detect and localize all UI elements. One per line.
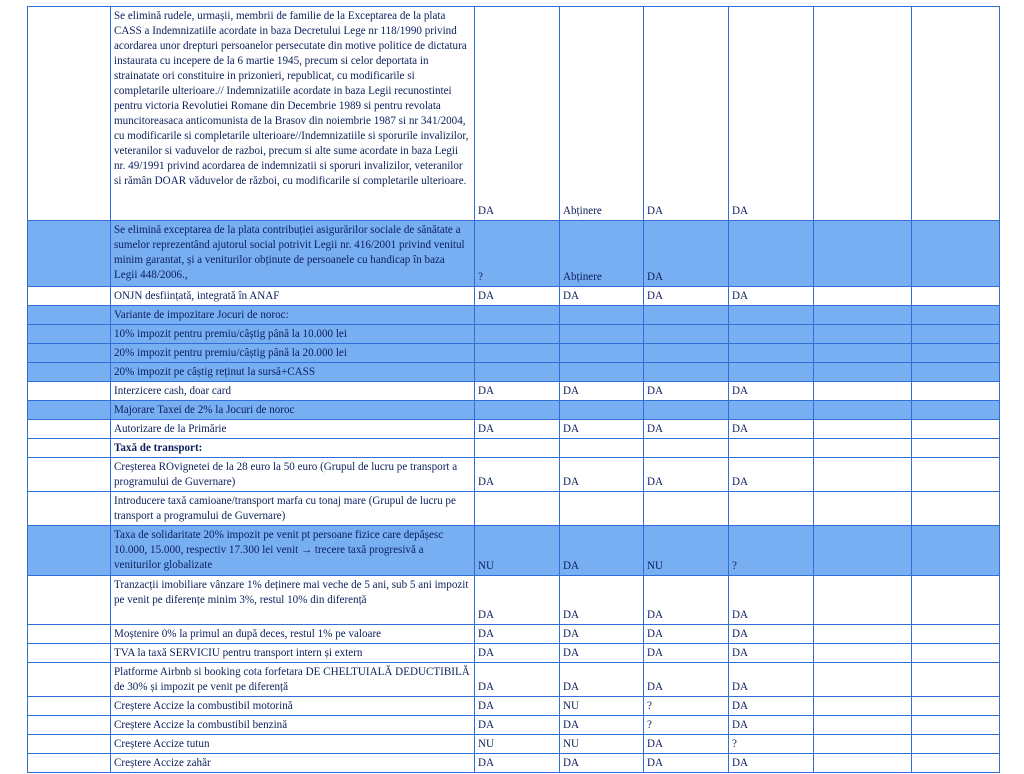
table-row: [28, 663, 1000, 697]
vote-cell[interactable]: [644, 306, 729, 325]
vote-cell[interactable]: [729, 306, 814, 325]
empty-cell[interactable]: [814, 625, 912, 644]
empty-cell[interactable]: [814, 439, 912, 458]
empty-cell[interactable]: [814, 526, 912, 576]
vote-cell[interactable]: [644, 344, 729, 363]
measure-description-cell[interactable]: Taxa de solidaritate 20% impozit pe venit pt persoane fizice care depășesc 10.000, 15.000, respectiv 17.300 lei venit → trecere taxă progresivă a veniturilor globalizate: [111, 526, 475, 576]
empty-cell[interactable]: [814, 382, 912, 401]
measure-description-cell[interactable]: 10% impozit pentru premiu/câștig până la 10.000 lei: [111, 325, 475, 344]
row-header-cell[interactable]: [28, 663, 111, 697]
measure-description-cell[interactable]: 20% impozit pentru premiu/câștig până la 20.000 lei: [111, 344, 475, 363]
empty-cell[interactable]: [912, 526, 1000, 576]
vote-cell[interactable]: DA: [475, 644, 560, 663]
vote-cell[interactable]: DA: [475, 716, 560, 735]
row-header-cell[interactable]: [28, 576, 111, 625]
vote-cell[interactable]: DA: [644, 7, 729, 221]
row-header-cell[interactable]: [28, 754, 111, 773]
empty-cell[interactable]: [814, 363, 912, 382]
vote-cell[interactable]: [644, 325, 729, 344]
row-header-cell[interactable]: [28, 625, 111, 644]
table-row: [28, 697, 1000, 716]
empty-cell[interactable]: [814, 697, 912, 716]
row-header-cell[interactable]: [28, 382, 111, 401]
vote-cell[interactable]: [644, 439, 729, 458]
vote-cell[interactable]: DA: [475, 458, 560, 492]
measure-description-cell[interactable]: Creștere Accize tutun: [111, 735, 475, 754]
empty-cell[interactable]: [912, 754, 1000, 773]
vote-cell[interactable]: [729, 401, 814, 420]
empty-cell[interactable]: [814, 401, 912, 420]
vote-cell[interactable]: DA: [644, 420, 729, 439]
empty-cell[interactable]: [814, 420, 912, 439]
vote-cell[interactable]: DA: [560, 644, 644, 663]
empty-cell[interactable]: [912, 735, 1000, 754]
empty-cell[interactable]: [912, 663, 1000, 697]
empty-cell[interactable]: [912, 306, 1000, 325]
vote-cell[interactable]: DA: [644, 735, 729, 754]
row-header-cell[interactable]: [28, 735, 111, 754]
vote-cell[interactable]: Abținere: [560, 7, 644, 221]
table-row: [28, 344, 1000, 363]
vote-cell[interactable]: ?: [644, 697, 729, 716]
vote-cell[interactable]: DA: [560, 287, 644, 306]
vote-cell[interactable]: DA: [729, 287, 814, 306]
vote-cell[interactable]: [475, 363, 560, 382]
table-row: [28, 625, 1000, 644]
vote-cell[interactable]: DA: [729, 576, 814, 625]
vote-cell[interactable]: [475, 344, 560, 363]
vote-cell[interactable]: DA: [644, 644, 729, 663]
empty-cell[interactable]: [814, 306, 912, 325]
vote-cell[interactable]: [729, 221, 814, 287]
measure-description-cell[interactable]: Creștere Accize la combustibil motorină: [111, 697, 475, 716]
row-header-cell[interactable]: [28, 492, 111, 526]
table-row: [28, 287, 1000, 306]
empty-cell[interactable]: [912, 363, 1000, 382]
vote-cell[interactable]: NU: [560, 735, 644, 754]
empty-cell[interactable]: [912, 625, 1000, 644]
vote-cell[interactable]: [729, 344, 814, 363]
empty-cell[interactable]: [814, 735, 912, 754]
vote-cell[interactable]: DA: [560, 458, 644, 492]
measure-description-cell[interactable]: Interzicere cash, doar card: [111, 382, 475, 401]
vote-cell[interactable]: DA: [475, 420, 560, 439]
measure-description-cell[interactable]: Creștere Accize la combustibil benzină: [111, 716, 475, 735]
vote-cell[interactable]: DA: [729, 420, 814, 439]
vote-cell[interactable]: DA: [729, 716, 814, 735]
vote-cell[interactable]: DA: [729, 697, 814, 716]
measure-description-cell[interactable]: Variante de impozitare Jocuri de noroc:: [111, 306, 475, 325]
empty-cell[interactable]: [912, 716, 1000, 735]
row-header-cell[interactable]: [28, 306, 111, 325]
measure-description-cell[interactable]: Tranzacții imobiliare vânzare 1% deținere mai veche de 5 ani, sub 5 ani impozit pe venit pe diferențe minim 3%, restul 10% din diferență: [111, 576, 475, 625]
measure-description-cell[interactable]: Introducere taxă camioane/transport marfa cu tonaj mare (Grupul de lucru pe transport a programului de Guvernare): [111, 492, 475, 526]
empty-cell[interactable]: [814, 716, 912, 735]
vote-cell[interactable]: DA: [560, 526, 644, 576]
vote-cell[interactable]: [475, 306, 560, 325]
vote-cell[interactable]: DA: [475, 663, 560, 697]
vote-cell[interactable]: ?: [644, 716, 729, 735]
empty-cell[interactable]: [912, 221, 1000, 287]
empty-cell[interactable]: [814, 492, 912, 526]
table-row: [28, 420, 1000, 439]
table-row: [28, 325, 1000, 344]
vote-cell[interactable]: [560, 401, 644, 420]
vote-cell[interactable]: DA: [729, 458, 814, 492]
policy-table: [27, 6, 1000, 773]
table-row: [28, 716, 1000, 735]
empty-cell[interactable]: [912, 7, 1000, 221]
vote-cell[interactable]: DA: [644, 221, 729, 287]
vote-cell[interactable]: [560, 439, 644, 458]
vote-cell[interactable]: DA: [475, 576, 560, 625]
vote-cell[interactable]: [560, 325, 644, 344]
vote-cell[interactable]: DA: [560, 420, 644, 439]
table-row: [28, 458, 1000, 492]
row-header-cell[interactable]: [28, 458, 111, 492]
vote-cell[interactable]: DA: [644, 754, 729, 773]
vote-cell[interactable]: DA: [729, 7, 814, 221]
table-row: [28, 576, 1000, 625]
row-header-cell[interactable]: [28, 697, 111, 716]
vote-cell[interactable]: NU: [560, 697, 644, 716]
vote-cell[interactable]: DA: [560, 663, 644, 697]
row-header-cell[interactable]: [28, 7, 111, 221]
vote-cell[interactable]: DA: [560, 625, 644, 644]
vote-cell[interactable]: [560, 363, 644, 382]
row-header-cell[interactable]: [28, 644, 111, 663]
vote-cell[interactable]: Abținere: [560, 221, 644, 287]
vote-cell[interactable]: [729, 325, 814, 344]
row-header-cell[interactable]: [28, 287, 111, 306]
table-row: [28, 7, 1000, 221]
vote-cell[interactable]: DA: [644, 287, 729, 306]
measure-description-cell[interactable]: Autorizare de la Primărie: [111, 420, 475, 439]
vote-cell[interactable]: [475, 401, 560, 420]
vote-cell[interactable]: DA: [729, 663, 814, 697]
vote-cell[interactable]: DA: [644, 625, 729, 644]
table-row: [28, 492, 1000, 526]
measure-description-cell[interactable]: TVA la taxă SERVICIU pentru transport intern și extern: [111, 644, 475, 663]
table-row: [28, 221, 1000, 287]
vote-cell[interactable]: DA: [729, 644, 814, 663]
empty-cell[interactable]: [912, 492, 1000, 526]
empty-cell[interactable]: [912, 697, 1000, 716]
vote-cell[interactable]: [560, 492, 644, 526]
measure-description-cell[interactable]: Se elimină exceptarea de la plata contribuției asigurărilor sociale de sănătate a sumelor reprezentând ajutorul social potrivit Legii nr. 416/2001 privind venitul minim garantat, și a veniturilor obținute de persoanele cu handicap în baza Legii 448/2006.,: [111, 221, 475, 287]
vote-cell[interactable]: [644, 363, 729, 382]
vote-cell[interactable]: [475, 492, 560, 526]
empty-cell[interactable]: [814, 7, 912, 221]
row-header-cell[interactable]: [28, 420, 111, 439]
empty-cell[interactable]: [814, 221, 912, 287]
row-header-cell[interactable]: [28, 526, 111, 576]
vote-cell[interactable]: ?: [729, 735, 814, 754]
row-header-cell[interactable]: [28, 344, 111, 363]
empty-cell[interactable]: [912, 458, 1000, 492]
measure-description-cell[interactable]: Moștenire 0% la primul an după deces, restul 1% pe valoare: [111, 625, 475, 644]
vote-cell[interactable]: DA: [475, 382, 560, 401]
table-row: [28, 306, 1000, 325]
vote-cell[interactable]: DA: [644, 663, 729, 697]
vote-cell[interactable]: DA: [475, 625, 560, 644]
measure-description-cell[interactable]: Creștere Accize zahăr: [111, 754, 475, 773]
table-row: [28, 363, 1000, 382]
vote-cell[interactable]: DA: [475, 7, 560, 221]
vote-cell[interactable]: DA: [729, 625, 814, 644]
measure-description-cell[interactable]: 20% impozit pe câștig reținut la sursă+CASS: [111, 363, 475, 382]
empty-cell[interactable]: [912, 382, 1000, 401]
vote-cell[interactable]: [560, 344, 644, 363]
vote-cell[interactable]: [644, 492, 729, 526]
vote-cell[interactable]: [729, 439, 814, 458]
vote-cell[interactable]: ?: [729, 526, 814, 576]
row-header-cell[interactable]: [28, 363, 111, 382]
empty-cell[interactable]: [814, 644, 912, 663]
measure-description-cell[interactable]: Majorare Taxei de 2% la Jocuri de noroc: [111, 401, 475, 420]
vote-cell[interactable]: DA: [475, 697, 560, 716]
table-row: [28, 754, 1000, 773]
table-row: [28, 382, 1000, 401]
empty-cell[interactable]: [912, 420, 1000, 439]
vote-cell[interactable]: DA: [644, 576, 729, 625]
empty-cell[interactable]: [814, 663, 912, 697]
vote-cell[interactable]: ?: [475, 221, 560, 287]
vote-cell[interactable]: NU: [644, 526, 729, 576]
row-header-cell[interactable]: [28, 221, 111, 287]
empty-cell[interactable]: [814, 754, 912, 773]
empty-cell[interactable]: [814, 576, 912, 625]
empty-cell[interactable]: [912, 644, 1000, 663]
empty-cell[interactable]: [912, 287, 1000, 306]
table-row: [28, 735, 1000, 754]
vote-cell[interactable]: [475, 325, 560, 344]
measure-description-cell[interactable]: Creșterea ROvignetei de la 28 euro la 50 euro (Grupul de lucru pe transport a programului de Guvernare): [111, 458, 475, 492]
row-header-cell[interactable]: [28, 325, 111, 344]
empty-cell[interactable]: [814, 325, 912, 344]
measure-description-cell[interactable]: Se elimină rudele, urmașii, membrii de familie de la Exceptarea de la plata CASS a Indemnizatiile acordate in baza Decretului Lege nr 118/1990 privind acordarea unor drepturi persoanelor persecutate din motive politice de dictatura instaurata cu incepere de la 6 martie 1945, precum si celor deportata in strainatate ori constituire in prizonieri, republicat, cu modificarile si completarile ulterioare.// Indemnizatiile acordate in baza Legii recunostintei pentru victoria Revolutiei Romane din Decembrie 1989 si pentru revolata muncitoreasaca anticomunista de la Brasov din noiembrie 1987 si nr 341/2004, cu modificarile si completarile ulterioare//Indemnizatiile si sporurile invalizilor, veteranilor si vaduvelor de razboi, precum si alte sume acordate in baza Legii nr. 49/1991 privind acordarea de indemnizatii si sporuri invalizilor, veteranilor si rămân DOAR văduvelor de război, cu modificarile si completarile ulterioare.: [111, 7, 475, 221]
vote-cell[interactable]: [475, 439, 560, 458]
vote-cell[interactable]: DA: [644, 382, 729, 401]
empty-cell[interactable]: [912, 439, 1000, 458]
empty-cell[interactable]: [912, 325, 1000, 344]
empty-cell[interactable]: [912, 344, 1000, 363]
empty-cell[interactable]: [814, 287, 912, 306]
table-row: [28, 439, 1000, 458]
measure-description-cell[interactable]: Platforme Airbnb si booking cota forfetara DE CHELTUIALĂ DEDUCTIBILĂ de 30% și impozit pe venit pe diferență: [111, 663, 475, 697]
measure-description-cell[interactable]: Taxă de transport:: [111, 439, 475, 458]
vote-cell[interactable]: DA: [729, 382, 814, 401]
vote-cell[interactable]: DA: [560, 716, 644, 735]
vote-cell[interactable]: NU: [475, 735, 560, 754]
vote-cell[interactable]: DA: [729, 754, 814, 773]
measure-description-cell[interactable]: ONJN desființată, integrată în ANAF: [111, 287, 475, 306]
vote-cell[interactable]: DA: [560, 576, 644, 625]
vote-cell[interactable]: [729, 492, 814, 526]
vote-cell[interactable]: DA: [560, 754, 644, 773]
table-row: [28, 644, 1000, 663]
empty-cell[interactable]: [814, 458, 912, 492]
empty-cell[interactable]: [912, 576, 1000, 625]
row-header-cell[interactable]: [28, 716, 111, 735]
vote-cell[interactable]: DA: [560, 382, 644, 401]
vote-cell[interactable]: [729, 363, 814, 382]
vote-cell[interactable]: DA: [475, 754, 560, 773]
empty-cell[interactable]: [912, 401, 1000, 420]
vote-cell[interactable]: DA: [644, 458, 729, 492]
vote-cell[interactable]: [644, 401, 729, 420]
vote-cell[interactable]: DA: [475, 287, 560, 306]
vote-cell[interactable]: NU: [475, 526, 560, 576]
row-header-cell[interactable]: [28, 439, 111, 458]
vote-cell[interactable]: [560, 306, 644, 325]
table-row: [28, 401, 1000, 420]
empty-cell[interactable]: [814, 344, 912, 363]
table-row: [28, 526, 1000, 576]
row-header-cell[interactable]: [28, 401, 111, 420]
